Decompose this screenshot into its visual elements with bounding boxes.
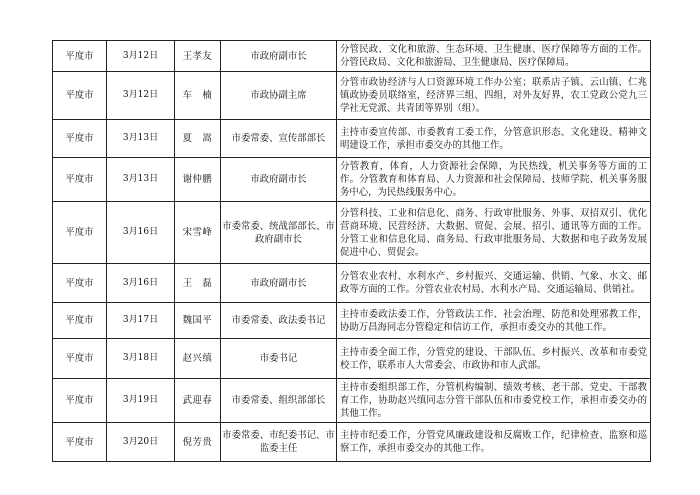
city-cell: 平度市	[53, 158, 107, 202]
date-cell: 3月12日	[107, 72, 175, 120]
table-row	[53, 264, 651, 303]
date-cell: 3月17日	[107, 303, 175, 339]
date-cell: 3月19日	[107, 379, 175, 423]
position-cell: 市政府副市长	[221, 158, 337, 202]
city-cell: 平度市	[53, 339, 107, 379]
table-row	[53, 379, 651, 423]
name-cell: 宋雪峰	[175, 202, 221, 264]
date-cell: 3月13日	[107, 120, 175, 158]
date-cell: 3月18日	[107, 339, 175, 379]
city-cell: 平度市	[53, 120, 107, 158]
position-cell: 市政府副市长	[221, 264, 337, 303]
officials-table	[52, 40, 651, 462]
duties-cell: 主持市委政法委工作，分管政法工作、社会治理、防范和处理邪教工作，协助万昌海同志分管稳定和信访工作，承担市委交办的其他工作。	[337, 303, 651, 339]
duties-cell: 分管市政协经济与人口资源环境工作办公室；联系店子镇、云山镇、仁兆镇政协委员联络室，经济界三组、四组，对外友好界，农工党政公党九三学社无党派、共青团等界别（组）。	[337, 72, 651, 120]
date-cell: 3月20日	[107, 423, 175, 462]
city-cell: 平度市	[53, 72, 107, 120]
name-cell: 夏 嵩	[175, 120, 221, 158]
duties-cell: 主持市委全面工作，分管党的建设、干部队伍、乡村振兴、改革和市委党校工作，联系市人大常委会、市政协和市人武部。	[337, 339, 651, 379]
position-cell: 市委书记	[221, 339, 337, 379]
duties-cell: 分管教育，体育，人力资源社会保障，为民热线，机关事务等方面的工作。分管教育和体育局、人力资源和社会保障局、技师学院、机关事务服务中心，为民热线服务中心。	[337, 158, 651, 202]
date-cell: 3月13日	[107, 158, 175, 202]
duties-cell: 分管农业农村、水利水产、乡村振兴、交通运输、供销、气象、水文、邮政等方面的工作。分管农业农村局、水利水产局、交通运输局、供销社。	[337, 264, 651, 303]
name-cell: 车 楠	[175, 72, 221, 120]
duties-cell: 分管民政、文化和旅游、生态环境、卫生健康、医疗保障等方面的工作。分管民政局、文化和旅游局、卫生健康局、医疗保障局。	[337, 41, 651, 72]
duties-cell: 主持市委组织部工作，分管机构编制、绩效考核、老干部、党史、干部教育工作，协助赵兴缜同志分管干部队伍和市委党校工作，承担市委交办的其他工作。	[337, 379, 651, 423]
city-cell: 平度市	[53, 41, 107, 72]
date-cell: 3月16日	[107, 264, 175, 303]
table-row	[53, 120, 651, 158]
position-cell: 市委常委、宣传部部长	[221, 120, 337, 158]
table-row	[53, 202, 651, 264]
position-cell: 市政府副市长	[221, 41, 337, 72]
table-row	[53, 423, 651, 462]
name-cell: 王孝友	[175, 41, 221, 72]
position-cell: 市委常委、市纪委书记、市监委主任	[221, 423, 337, 462]
name-cell: 赵兴缜	[175, 339, 221, 379]
duties-cell: 分管科技、工业和信息化、商务、行政审批服务、外事、双招双引、优化营商环境、民营经济、大数据、贸促、会展、招引、通讯等方面的工作。分管工业和信息化局、商务局、行政审批服务局、大数据和电子政务发展促进中心、贸促会。	[337, 202, 651, 264]
table-row	[53, 339, 651, 379]
name-cell: 倪芳贵	[175, 423, 221, 462]
name-cell: 王 磊	[175, 264, 221, 303]
duties-cell: 主持市纪委工作，分管党风廉政建设和反腐败工作，纪律检查、监察和巡察工作，承担市委交办的其他工作。	[337, 423, 651, 462]
date-cell: 3月16日	[107, 202, 175, 264]
position-cell: 市政协副主席	[221, 72, 337, 120]
position-cell: 市委常委、组织部部长	[221, 379, 337, 423]
name-cell: 武迎春	[175, 379, 221, 423]
table-row	[53, 41, 651, 72]
city-cell: 平度市	[53, 423, 107, 462]
officials-table-body	[53, 41, 651, 462]
city-cell: 平度市	[53, 379, 107, 423]
city-cell: 平度市	[53, 202, 107, 264]
city-cell: 平度市	[53, 264, 107, 303]
city-cell: 平度市	[53, 303, 107, 339]
position-cell: 市委常委、政法委书记	[221, 303, 337, 339]
duties-cell: 主持市委宣传部、市委教育工委工作，分管意识形态、文化建设、精神文明建设工作，承担市委交办的其他工作。	[337, 120, 651, 158]
date-cell: 3月12日	[107, 41, 175, 72]
table-row	[53, 72, 651, 120]
position-cell: 市委常委、统战部部长、市政府副市长	[221, 202, 337, 264]
name-cell: 谢仲鹏	[175, 158, 221, 202]
name-cell: 魏国平	[175, 303, 221, 339]
table-row	[53, 303, 651, 339]
table-row	[53, 158, 651, 202]
